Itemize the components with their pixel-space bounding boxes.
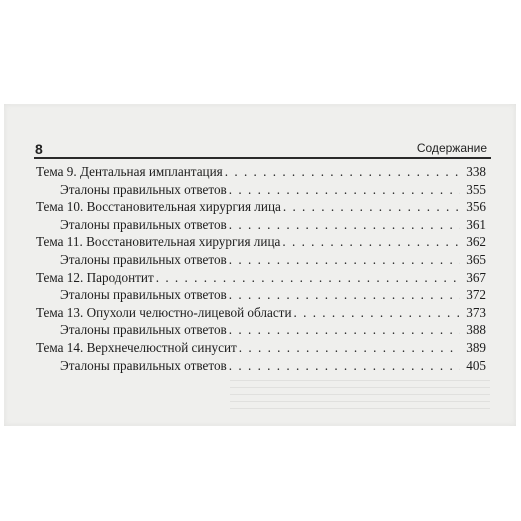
toc-entry-page: 373 xyxy=(466,304,486,320)
toc-entry-title: Тема 14. Верхнечелюстной синусит xyxy=(36,339,237,355)
toc-entry-title: Эталоны правильных ответов xyxy=(60,322,227,338)
toc-entry xyxy=(36,339,486,357)
toc-subentry xyxy=(36,357,486,375)
toc-entry xyxy=(36,163,486,181)
toc-entry-title: Эталоны правильных ответов xyxy=(60,181,227,197)
toc-entry-page: 356 xyxy=(466,199,486,215)
dot-leader xyxy=(283,198,460,216)
toc-subentry xyxy=(36,321,486,339)
toc-entry-title: Эталоны правильных ответов xyxy=(60,287,227,303)
section-title: Содержание xyxy=(416,141,487,155)
dot-leader xyxy=(229,181,460,199)
dot-leader xyxy=(156,269,460,287)
toc-entry-page: 372 xyxy=(466,287,486,303)
toc-entry-page: 388 xyxy=(466,322,486,338)
toc-entry-page: 338 xyxy=(466,164,486,179)
toc-entry-title: Тема 13. Опухоли челюстно-лицевой области xyxy=(36,304,292,320)
toc-entry xyxy=(36,304,486,322)
toc-entry-title: Эталоны правильных ответов xyxy=(60,216,227,232)
bleed-through-text xyxy=(230,375,490,415)
dot-leader xyxy=(239,339,460,357)
toc-entry-page: 367 xyxy=(466,269,486,285)
toc-subentry xyxy=(36,251,486,269)
dot-leader xyxy=(229,251,460,269)
toc-entry-title: Тема 11. Восстановительная хирургия лица xyxy=(36,234,281,250)
toc-entry-page: 405 xyxy=(466,357,486,373)
toc-entry-title: Тема 10. Восстановительная хирургия лица xyxy=(36,199,281,215)
dot-leader xyxy=(229,357,460,375)
dot-leader xyxy=(294,304,460,322)
dot-leader xyxy=(229,321,460,339)
toc-entry-page: 365 xyxy=(466,251,486,267)
toc-entry-page: 362 xyxy=(466,234,486,250)
dot-leader xyxy=(225,163,460,181)
toc-entry-page: 355 xyxy=(466,181,486,197)
dot-leader xyxy=(229,286,460,304)
toc-subentry xyxy=(36,181,486,199)
toc-entry xyxy=(36,198,486,216)
dot-leader xyxy=(229,216,460,234)
header-rule xyxy=(34,157,491,159)
running-header xyxy=(35,138,491,158)
toc-entry xyxy=(36,233,486,251)
toc-entry xyxy=(36,269,486,287)
toc-subentry xyxy=(36,286,486,304)
toc-entry-title: Эталоны правильных ответов xyxy=(60,251,227,267)
toc-entry-title: Эталоны правильных ответов xyxy=(60,357,227,373)
toc-entry-title: Тема 12. Пародонтит xyxy=(36,269,154,285)
toc-entry-page: 389 xyxy=(466,339,486,355)
table-of-contents xyxy=(36,163,486,374)
toc-entry-title: Тема 9. Дентальная имплантация xyxy=(36,164,223,179)
page-number: 8 xyxy=(35,141,43,157)
toc-entry-page: 361 xyxy=(466,216,486,232)
toc-subentry xyxy=(36,216,486,234)
dot-leader xyxy=(282,233,460,251)
